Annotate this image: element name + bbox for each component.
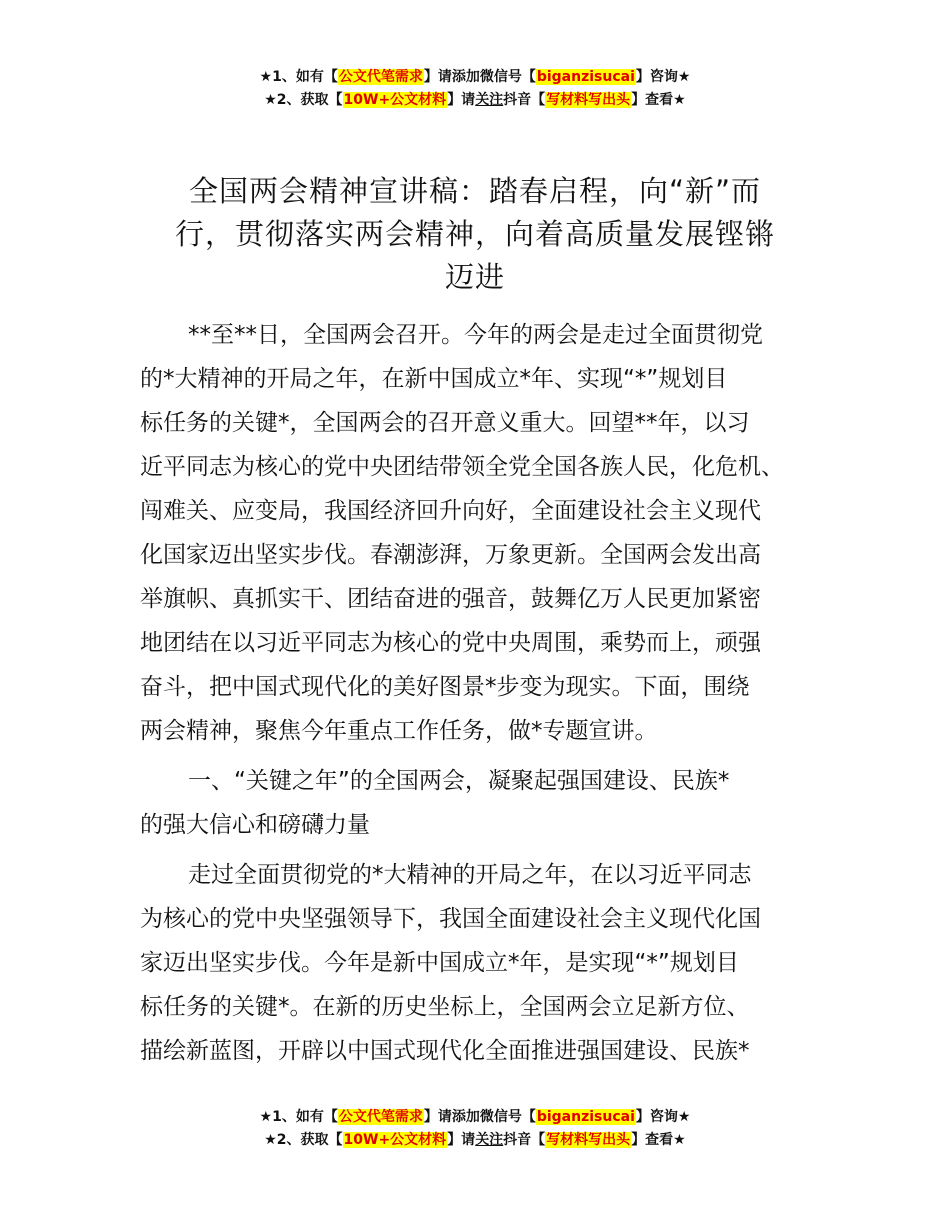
text-line: 近平同志为核心的党中央团结带领全党全国各族人民，化危机、 [140,454,784,480]
wechat-id-highlight: biganzisucai [536,69,635,85]
text-line: 描绘新蓝图，开辟以中国式现代化全面推进强国建设、民族* [140,1038,750,1064]
text-line: 为核心的党中央坚强领导下，我国全面建设社会主义现代化国 [140,906,761,932]
banner-highlight: 公文代笔需求 [338,69,423,85]
title-line: 全国两会精神宣讲稿：踏春启程，向“新”而 [188,174,762,208]
banner-text: 】咨询★ [635,1109,691,1125]
document-title [140,170,810,299]
text-line: 地团结在以习近平同志为核心的党中央周围，乘势而上，顽强 [140,630,761,656]
banner-text: ★1、如有【 [259,69,338,85]
wechat-id-highlight: biganzisucai [536,1109,635,1125]
banner-text: ★2、获取【 [264,92,343,108]
footer-banner [0,1106,950,1152]
text-line: 的*大精神的开局之年，在新中国成立*年、实现“*”规划目 [140,366,728,392]
banner-text: 抖音【 [503,1132,546,1148]
text-line: 奋斗，把中国式现代化的美好图景*步变为现实。下面，围绕 [140,674,750,700]
banner-text: 】咨询★ [635,69,691,85]
paragraph-section-1 [140,853,830,1073]
douyin-account-highlight: 写材料写出头 [546,1132,631,1148]
banner-text: 】请添加微信号【 [423,1109,536,1125]
section-heading-1 [140,759,830,847]
banner-highlight: 10W+公文材料 [343,1132,447,1148]
banner-highlight: 10W+公文材料 [343,92,447,108]
text-line: 闯难关、应变局，我国经济回升向好，全面建设社会主义现代 [140,498,761,524]
text-line: **至**日，全国两会召开。今年的两会是走过全面贯彻党 [188,322,763,348]
text-line: 家迈出坚实步伐。今年是新中国成立*年，是实现“*”规划目 [140,950,739,976]
banner-line-1 [0,66,950,89]
banner-underlined-text: 关注 [475,1132,504,1148]
text-line: 化国家迈出坚实步伐。春潮澎湃，万象更新。全国两会发出高 [140,542,761,568]
title-line: 行，贯彻落实两会精神，向着高质量发展铿锵 [174,217,775,251]
banner-highlight: 公文代笔需求 [338,1109,423,1125]
text-line: 两会精神，聚焦今年重点工作任务，做*专题宣讲。 [140,718,658,744]
document-body [140,313,830,1073]
heading-line: 的强大信心和磅礴力量 [140,812,370,838]
banner-text: ★1、如有【 [259,1109,338,1125]
header-banner [0,66,950,112]
heading-line: 一、“关键之年”的全国两会，凝聚起强国建设、民族* [188,768,730,794]
text-line: 标任务的关键*，全国两会的召开意义重大。回望**年，以习 [140,410,750,436]
douyin-account-highlight: 写材料写出头 [546,92,631,108]
banner-line-2 [0,1129,950,1152]
banner-text: 】请 [447,1132,476,1148]
banner-underlined-text: 关注 [475,92,504,108]
text-line: 标任务的关键*。在新的历史坐标上，全国两会立足新方位、 [140,994,750,1020]
banner-line-2 [0,89,950,112]
title-line: 迈进 [444,260,505,294]
banner-text: 】查看★ [631,1132,686,1148]
banner-text: 抖音【 [503,92,546,108]
banner-text: 】查看★ [631,92,686,108]
banner-text: 】请 [447,92,476,108]
text-line: 举旗帜、真抓实干、团结奋进的强音，鼓舞亿万人民更加紧密 [140,586,761,612]
banner-text: 】请添加微信号【 [423,69,536,85]
paragraph-intro [140,313,830,753]
banner-line-1 [0,1106,950,1129]
text-line: 走过全面贯彻党的*大精神的开局之年，在以习近平同志 [188,862,752,888]
banner-text: ★2、获取【 [264,1132,343,1148]
